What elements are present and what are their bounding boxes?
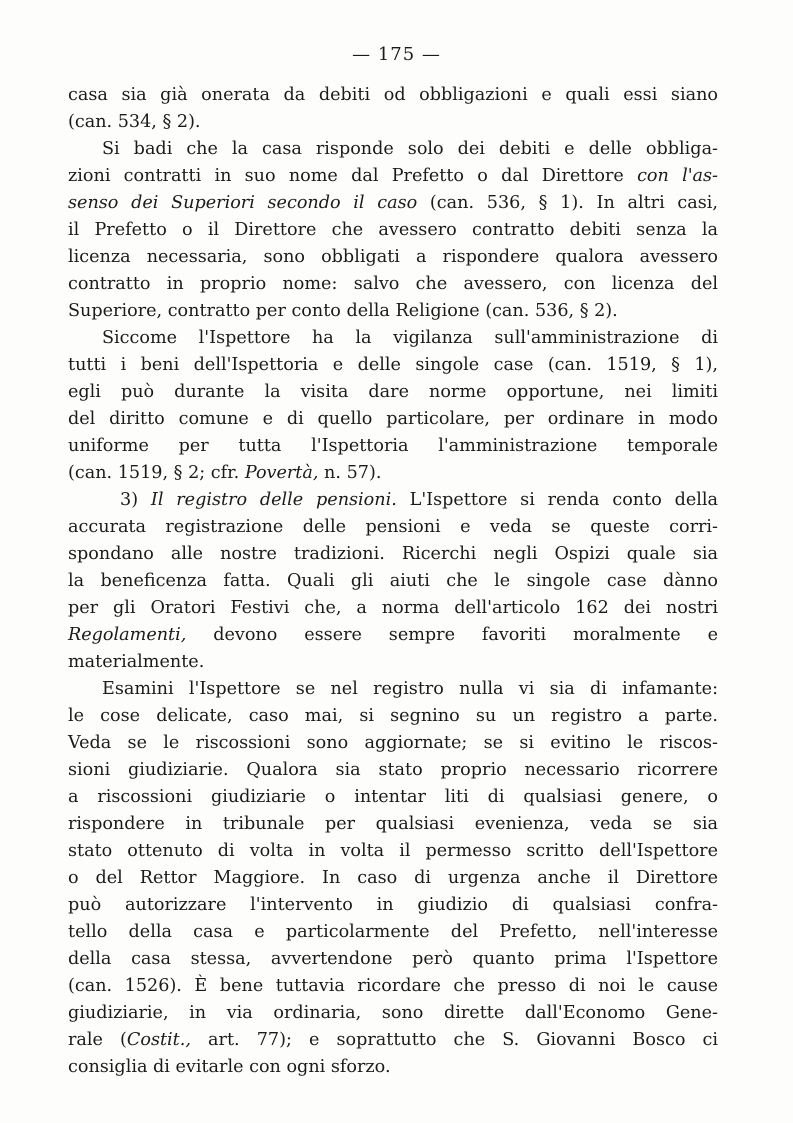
text-line <box>68 568 718 595</box>
text-line <box>68 676 718 703</box>
text-line <box>68 730 718 757</box>
text-segment: le cose delicate, caso mai, si segnino su un registro a parte. <box>68 706 718 726</box>
text-segment: la beneficenza fatta. Quali gli aiuti che le singole case dànno <box>68 571 718 591</box>
text-segment: tutti i beni dell'Ispettoria e delle singole case (can. 1519, § 1), <box>68 355 718 375</box>
italic-text: Il registro delle pensioni. <box>150 490 397 510</box>
text-segment: sioni giudiziarie. Qualora sia stato proprio necessario ricorrere <box>68 760 718 780</box>
text-segment: L'Ispettore si renda conto della <box>396 490 719 510</box>
text-line <box>68 973 718 1000</box>
text-line <box>68 838 718 865</box>
text-line <box>68 487 718 514</box>
text-segment: rispondere in tribunale per qualsiasi evenienza, veda se sia <box>68 814 718 834</box>
text-segment: 3) <box>120 490 151 510</box>
text-line <box>68 244 718 271</box>
text-segment: per gli Oratori Festivi che, a norma dell'articolo 162 dei nostri <box>68 598 718 618</box>
text-segment: può autorizzare l'intervento in giudizio di qualsiasi confra- <box>68 895 718 915</box>
text-line <box>68 811 718 838</box>
text-line <box>68 163 718 190</box>
text-line <box>68 298 718 325</box>
text-line <box>68 541 718 568</box>
text-line <box>68 109 718 136</box>
text-segment: consiglia di evitarle con ogni sforzo. <box>68 1057 391 1077</box>
text-line <box>68 1027 718 1054</box>
text-line <box>68 325 718 352</box>
text-line <box>68 595 718 622</box>
text-segment: art. 77); e soprattutto che S. Giovanni Bosco ci <box>190 1030 718 1050</box>
text-line <box>68 136 718 163</box>
text-line <box>68 1054 718 1081</box>
text-segment: Superiore, contratto per conto della Religione (can. 536, § 2). <box>68 301 618 321</box>
text-segment: contratto in proprio nome: salvo che avessero, con licenza del <box>68 274 718 294</box>
italic-text: Regolamenti, <box>68 625 187 645</box>
text-line <box>68 352 718 379</box>
text-segment: del diritto comune e di quello particolare, per ordinare in modo <box>68 409 718 429</box>
text-line <box>68 622 718 649</box>
text-line <box>68 433 718 460</box>
text-segment: giudiziarie, in via ordinaria, sono dirette dall'Economo Gene- <box>68 1003 718 1023</box>
text-line <box>68 649 718 676</box>
text-line <box>68 82 718 109</box>
text-line <box>68 460 718 487</box>
text-segment: uniforme per tutta l'Ispettoria l'amministrazione temporale <box>68 436 718 456</box>
text-segment: accurata registrazione delle pensioni e veda se queste corri- <box>68 517 718 537</box>
text-segment: materialmente. <box>68 652 205 672</box>
text-line <box>68 379 718 406</box>
text-line <box>68 217 718 244</box>
text-line <box>68 703 718 730</box>
text-segment: devono essere sempre favoriti moralmente e <box>186 625 718 645</box>
text-line <box>68 757 718 784</box>
italic-text: con l'as- <box>637 166 719 186</box>
text-segment: spondano alle nostre tradizioni. Ricerchi negli Ospizi quale sia <box>68 544 718 564</box>
text-segment: rale ( <box>68 1030 127 1050</box>
text-segment: stato ottenuto di volta in volta il permesso scritto dell'Ispettore <box>68 841 718 861</box>
text-line <box>68 865 718 892</box>
text-segment: Siccome l'Ispettore ha la vigilanza sull'amministrazione di <box>102 328 718 348</box>
body-text <box>68 82 718 1081</box>
text-segment: Si badi che la casa risponde solo dei debiti e delle obbliga- <box>102 139 718 159</box>
text-segment: o del Rettor Maggiore. In caso di urgenza anche il Direttore <box>68 868 718 888</box>
text-line <box>68 514 718 541</box>
text-segment: Veda se le riscossioni sono aggiornate; se si evitino le riscos- <box>68 733 718 753</box>
text-segment: (can. 1519, § 2; cfr. <box>68 463 245 483</box>
text-segment: Esamini l'Ispettore se nel registro nulla vi sia di infamante: <box>102 679 718 699</box>
text-segment: n. 57). <box>318 463 382 483</box>
text-line <box>68 784 718 811</box>
text-segment: egli può durante la visita dare norme opportune, nei limiti <box>68 382 718 402</box>
text-line <box>68 892 718 919</box>
text-segment: a riscossioni giudiziarie o intentar liti di qualsiasi genere, o <box>68 787 718 807</box>
text-line <box>68 271 718 298</box>
text-line <box>68 946 718 973</box>
text-segment: casa sia già onerata da debiti od obbligazioni e quali essi siano <box>68 85 718 105</box>
text-line <box>68 919 718 946</box>
text-segment: tello della casa e particolarmente del Prefetto, nell'interesse <box>68 922 718 942</box>
text-segment: zioni contratti in suo nome dal Prefetto o dal Direttore <box>68 166 638 186</box>
text-segment: licenza necessaria, sono obbligati a rispondere qualora avessero <box>68 247 718 267</box>
text-segment: (can. 534, § 2). <box>68 112 201 132</box>
text-segment: il Prefetto o il Direttore che avessero contratto debiti senza la <box>68 220 718 240</box>
text-segment: (can. 536, § 1). In altri casi, <box>417 193 718 213</box>
page-number: — 175 — <box>352 44 441 65</box>
text-line <box>68 1000 718 1027</box>
text-segment: della casa stessa, avvertendone però quanto prima l'Ispettore <box>68 949 718 969</box>
text-line <box>68 190 718 217</box>
text-segment: (can. 1526). È bene tuttavia ricordare che presso di noi le cause <box>68 976 718 996</box>
italic-text: Povertà, <box>244 463 319 483</box>
italic-text: senso dei Superiori secondo il caso <box>68 193 418 213</box>
text-line <box>68 406 718 433</box>
italic-text: Costit., <box>126 1030 191 1050</box>
